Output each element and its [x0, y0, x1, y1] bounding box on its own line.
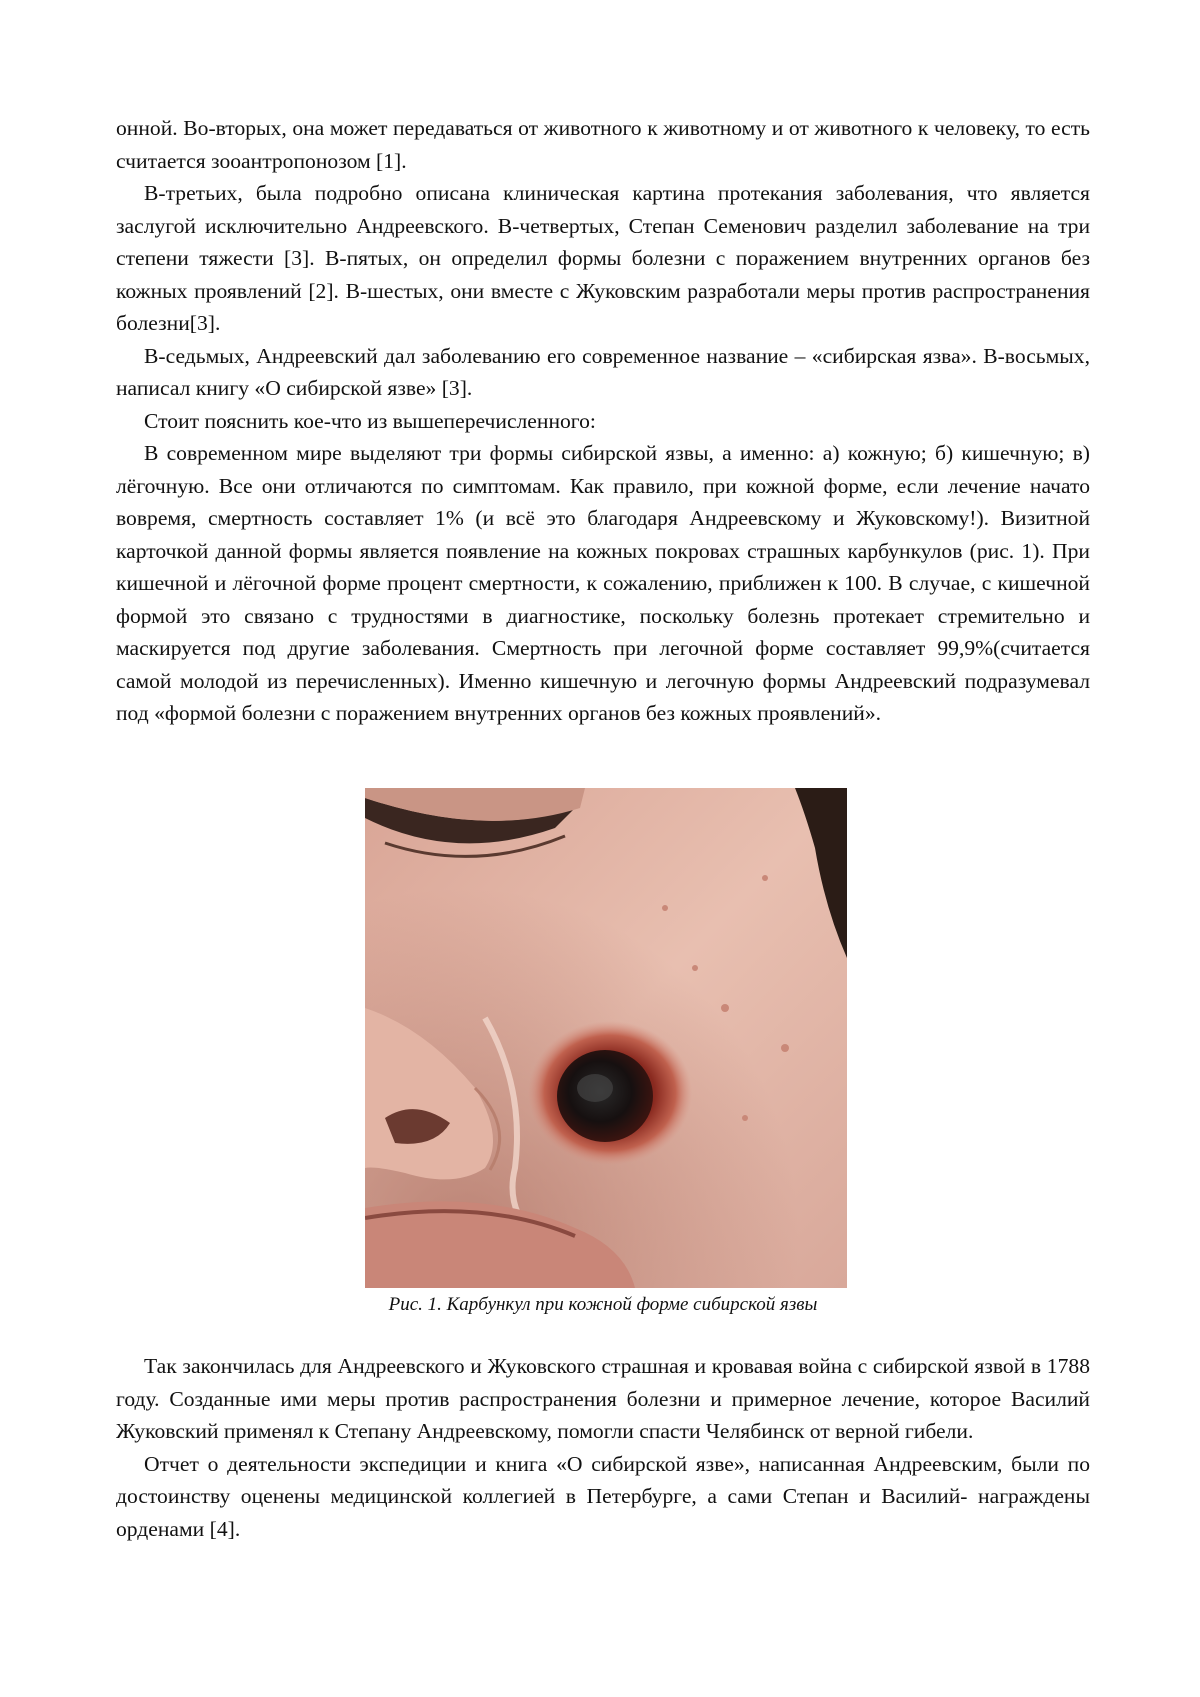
paragraph-forms: В современном мире выделяют три формы сибирской язвы, а именно: а) кожную; б) кишечную; в) лёгочную. Все они отличаются по симптомам. Как правило, при кожной форме, если лечение начато вовремя, смертность составляет 1% (и всё это благодаря Андреевскому и Жуковскому!). Визитной карточкой данной формы является появление на кожных покровах страшных карбункулов (рис. 1). При кишечной и лёгочной форме процент смертности, к сожалению, приближен к 100. В случае, с кишечной формой это связано с трудностями в диагностике, поскольку болезнь протекает стремительно и маскируется под другие заболевания. Смертность при легочной форме составляет 99,9%(считается самой молодой из перечисленных). Именно кишечную и легочную формы Андреевский подразумевал под «формой болезни с поражением внутренних органов без кожных проявлений». — [116, 441, 1090, 725]
document-body-bottom — [116, 1350, 1090, 1545]
paragraph-continuation: онной. Во-вторых, она может передаваться от животного к животному и от животного к человеку, то есть считается зооантропонозом [1]. — [116, 116, 1090, 173]
carbuncle-photo-illustration — [365, 788, 847, 1288]
figure-carbuncle-photo — [365, 788, 847, 1288]
paragraph-war-end: Так закончилась для Андреевского и Жуковского страшная и кровавая война с сибирской язвой в 1788 году. Созданные ими меры против распространения болезни и примерное лечение, которое Василий Жуковский применял к Степану Андреевскому, помогли спасти Челябинск от верной гибели. — [116, 1354, 1090, 1443]
paragraph-achievements: В-третьих, была подробно описана клиническая картина протекания заболевания, что является заслугой исключительно Андреевского. В-четвертых, Степан Семенович разделил заболевание на три степени тяжести [3]. В-пятых, он определил формы болезни с поражением внутренних органов без кожных проявлений [2]. В-шестых, они вместе с Жуковским разработали меры против распространения болезни[3]. — [116, 181, 1090, 335]
paragraph-awards: Отчет о деятельности экспедиции и книга «О сибирской язве», написанная Андреевским, были по достоинству оценены медицинской коллегией в Петербурге, а сами Степан и Василий- награждены орденами [4]. — [116, 1451, 1090, 1541]
paragraph-intro-explain: Стоит пояснить кое-что из вышеперечисленного: — [144, 408, 596, 433]
document-body-top — [116, 112, 1090, 730]
paragraph-naming: В-седьмых, Андреевский дал заболеванию его современное название – «сибирская язва». В-восьмых, написал книгу «О сибирской язве» [3]. — [116, 343, 1090, 400]
figure-caption: Рис. 1. Карбункул при кожной форме сибирской язвы — [388, 1294, 818, 1315]
